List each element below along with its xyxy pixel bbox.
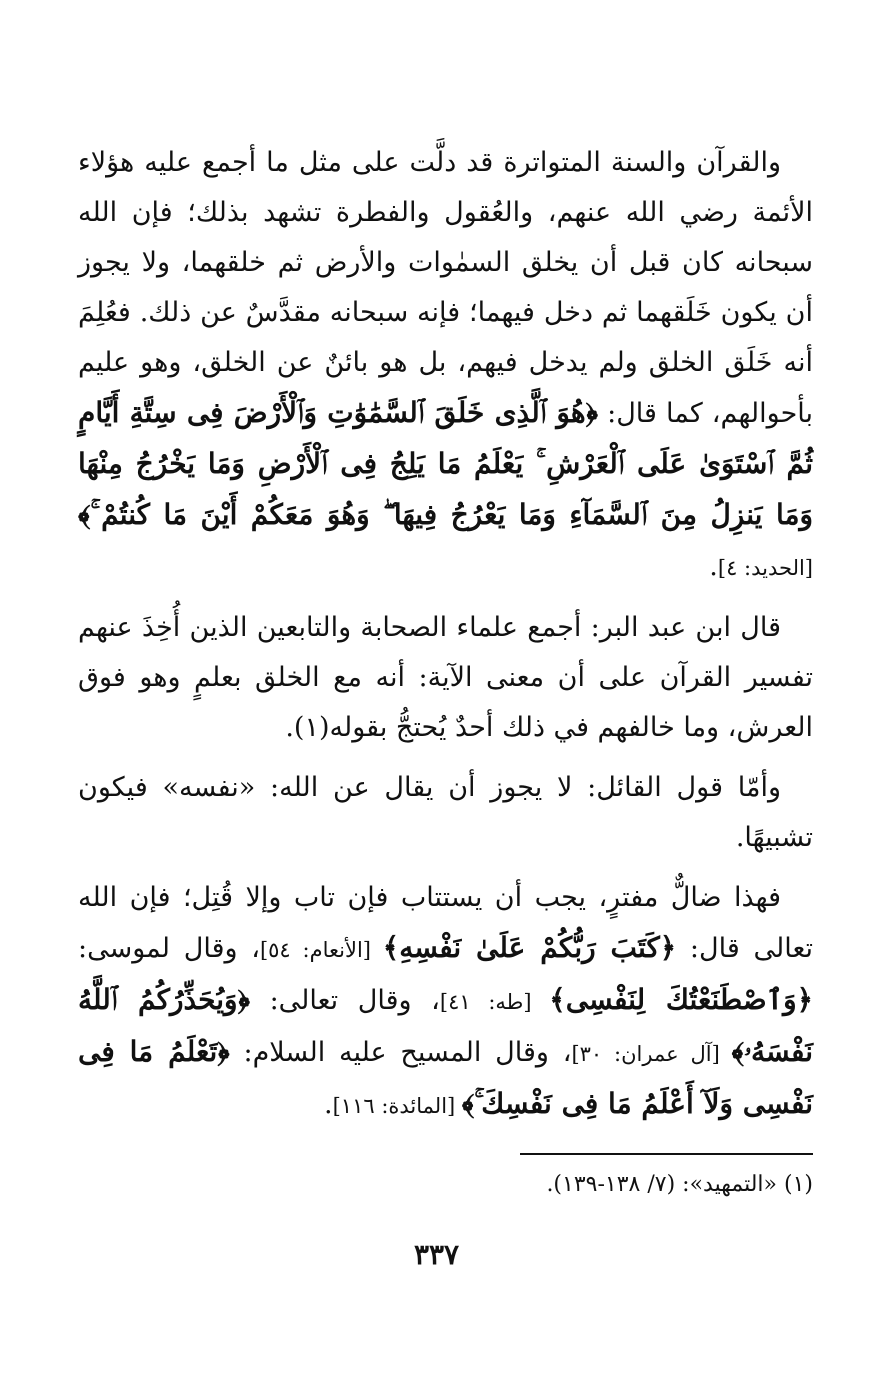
quran-verse: ﴿هُوَ ٱلَّذِى خَلَقَ ٱلسَّمَٰوَٰتِ وَٱلْأَرْضَ فِى سِتَّةِ أَيَّامٍ ثُمَّ ٱسْتَوَىٰ عَلَى ٱلْعَرْشِ ۚ يَعْلَمُ مَا يَلِجُ فِى ٱلْأَرْضِ وَمَا يَخْرُجُ مِنْهَا وَمَا يَنزِلُ مِنَ ٱلسَّمَآءِ وَمَا يَعْرُجُ فِيهَا ۖ وَهُوَ مَعَكُمْ أَيْنَ مَا كُنتُمْ ۚ﴾: [78, 396, 813, 531]
text-segment: ، وقال المسيح عليه السلام:: [229, 1037, 572, 1068]
page-body: [78, 138, 813, 1141]
verse-reference: [المائدة: ١١٦]: [332, 1094, 462, 1118]
text-segment: .: [709, 551, 718, 582]
text-segment: ، وقال تعالى:: [249, 985, 440, 1016]
verse-reference: [طه: ٤١]: [439, 990, 550, 1014]
text-segment: ، وقال لموسى:: [78, 933, 260, 964]
quran-verse: ﴿تَعْلَمُ مَا فِى نَفْسِى وَلَآ أَعْلَمُ مَا فِى نَفْسِكَ ۚ﴾: [78, 1035, 813, 1120]
paragraph-1: [78, 138, 813, 593]
quran-verse: ﴿كَتَبَ رَبُّكُمْ عَلَىٰ نَفْسِهِ﴾: [382, 931, 677, 964]
footnote: (١) «التمهيد»: (٧/ ١٣٨-١٣٩).: [546, 1172, 813, 1197]
paragraph-3: [78, 763, 813, 863]
verse-reference: [الأنعام: ٥٤]: [259, 938, 383, 962]
verse-reference: [الحديد: ٤]: [717, 556, 813, 580]
text-segment: .: [324, 1089, 333, 1120]
footnote-separator: [520, 1153, 813, 1155]
page-number: ٣٣٧: [413, 1238, 460, 1271]
text-segment: فهذا ضالٌّ مفترٍ، يجب أن يستتاب فإن تاب وإلا قُتِل؛ فإن الله تعالى قال:: [78, 882, 813, 964]
quran-verse: ﴿وَيُحَذِّرُكُمُ ٱللَّهُ نَفْسَهُۥ﴾: [78, 983, 813, 1068]
verse-reference: [آل عمران: ٣٠]: [571, 1042, 732, 1066]
text-segment: والقرآن والسنة المتواترة قد دلَّت على مثل ما أجمع عليه هؤلاء الأئمة رضي الله عنهم، والعُقول والفطرة تشهد بذلك؛ فإن الله سبحانه كان قبل أن يخلق السمٰوات والأرض ثم خلقهما، ولا يجوز أن يكون خَلَقهما ثم دخل فيهما؛ فإنه سبحانه مقدَّسٌ عن ذلك. فعُلِمَ أنه خَلَق الخلق ولم يدخل فيهم، بل هو بائنٌ عن الخلق، وهو عليم بأحوالهم، كما قال:: [78, 147, 813, 429]
paragraph-2: [78, 603, 813, 753]
text-segment: وأمّا قول القائل: لا يجوز أن يقال عن الله: «نفسه» فيكون تشبيهًا.: [78, 772, 813, 853]
paragraph-4: [78, 873, 813, 1131]
quran-verse: ﴿وَٱصْطَنَعْتُكَ لِنَفْسِى﴾: [549, 983, 813, 1016]
text-segment: قال ابن عبد البر: أجمع علماء الصحابة والتابعين الذين أُخِذَ عنهم تفسير القرآن على أن معنى الآية: أنه مع الخلق بعلمٍ وهو فوق العرش، وما خالفهم في ذلك أحدٌ يُحتجُّ بقوله(١).: [78, 612, 813, 743]
